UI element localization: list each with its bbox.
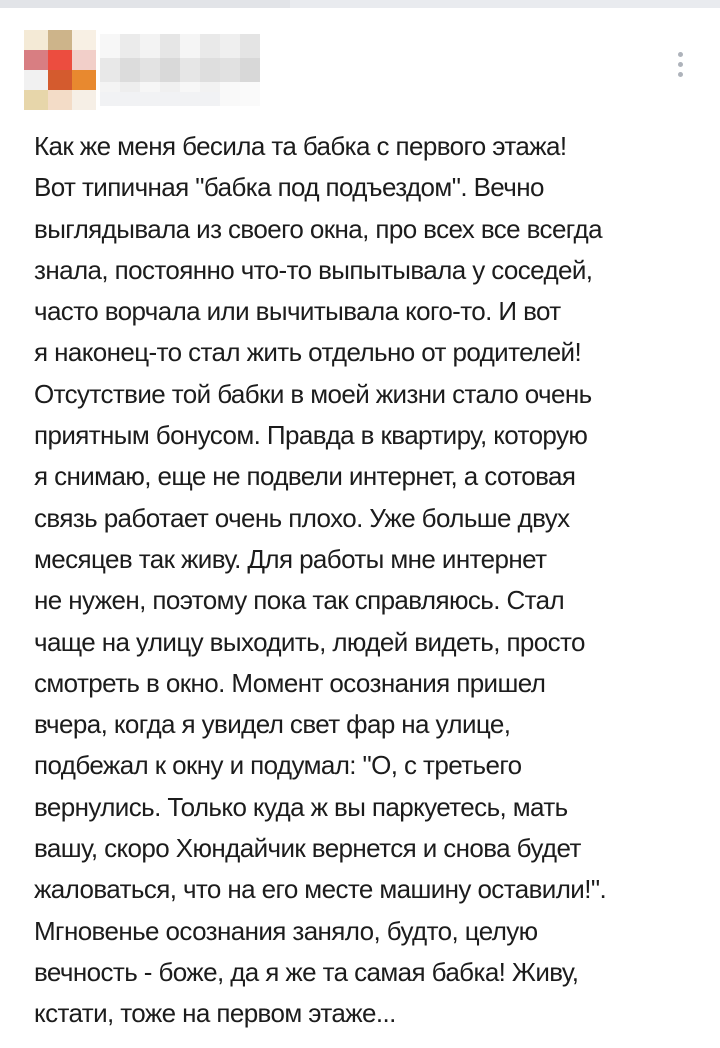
avatar-tile [48,50,72,70]
top-strip [0,0,720,8]
avatar-tile [24,90,48,110]
avatar-tile [72,30,96,50]
avatar-tile [72,70,96,90]
avatar-tile [24,70,48,90]
avatar-tile [48,30,72,50]
avatar-tile [24,30,48,50]
avatar-tile [48,90,72,110]
avatar[interactable] [24,30,96,110]
post-date [100,92,220,106]
avatar-tile [72,50,96,70]
avatar-tile [24,50,48,70]
post-header [0,8,720,108]
blurred-top-bar [0,0,290,8]
more-options-button[interactable] [668,46,692,82]
more-vertical-icon [678,52,683,77]
avatar-tile [72,90,96,110]
avatar-tile [48,70,72,90]
post-text: Как же меня бесила та бабка с первого этажа! Вот типичная "бабка под подъездом". Вечно выглядывала из своего окна, про всех все всегда знала, постоянно что-то выпытывала у соседей, часто ворчала или вычитывала кого-то. И вот я наконец-то стал жить отдельно от родителей! Отсутствие той бабки в моей жизни стало очень приятным бонусом. Правда в квартиру, которую я снимаю, еще не подвели интернет, а сотовая связь работает очень плохо. Уже больше двух месяцев так живу. Для работы мне интернет не нужен, поэтому пока так справляюсь. Стал чаще на улицу выходить, людей видеть, просто смотреть в окно. Момент осознания пришел вчера, когда я увидел свет фар на улице, подбежал к окну и подумал: "О, с третьего вернулись. Только куда ж вы паркуетесь, мать вашу, скоро Хюндайчик вернется и снова будет жаловаться, что на его месте машину оставили!". Мгновенье осознания заняло, будто, целую вечность - боже, да я же та самая бабка! Живу, кстати, тоже на первом этаже... [34,131,607,1029]
